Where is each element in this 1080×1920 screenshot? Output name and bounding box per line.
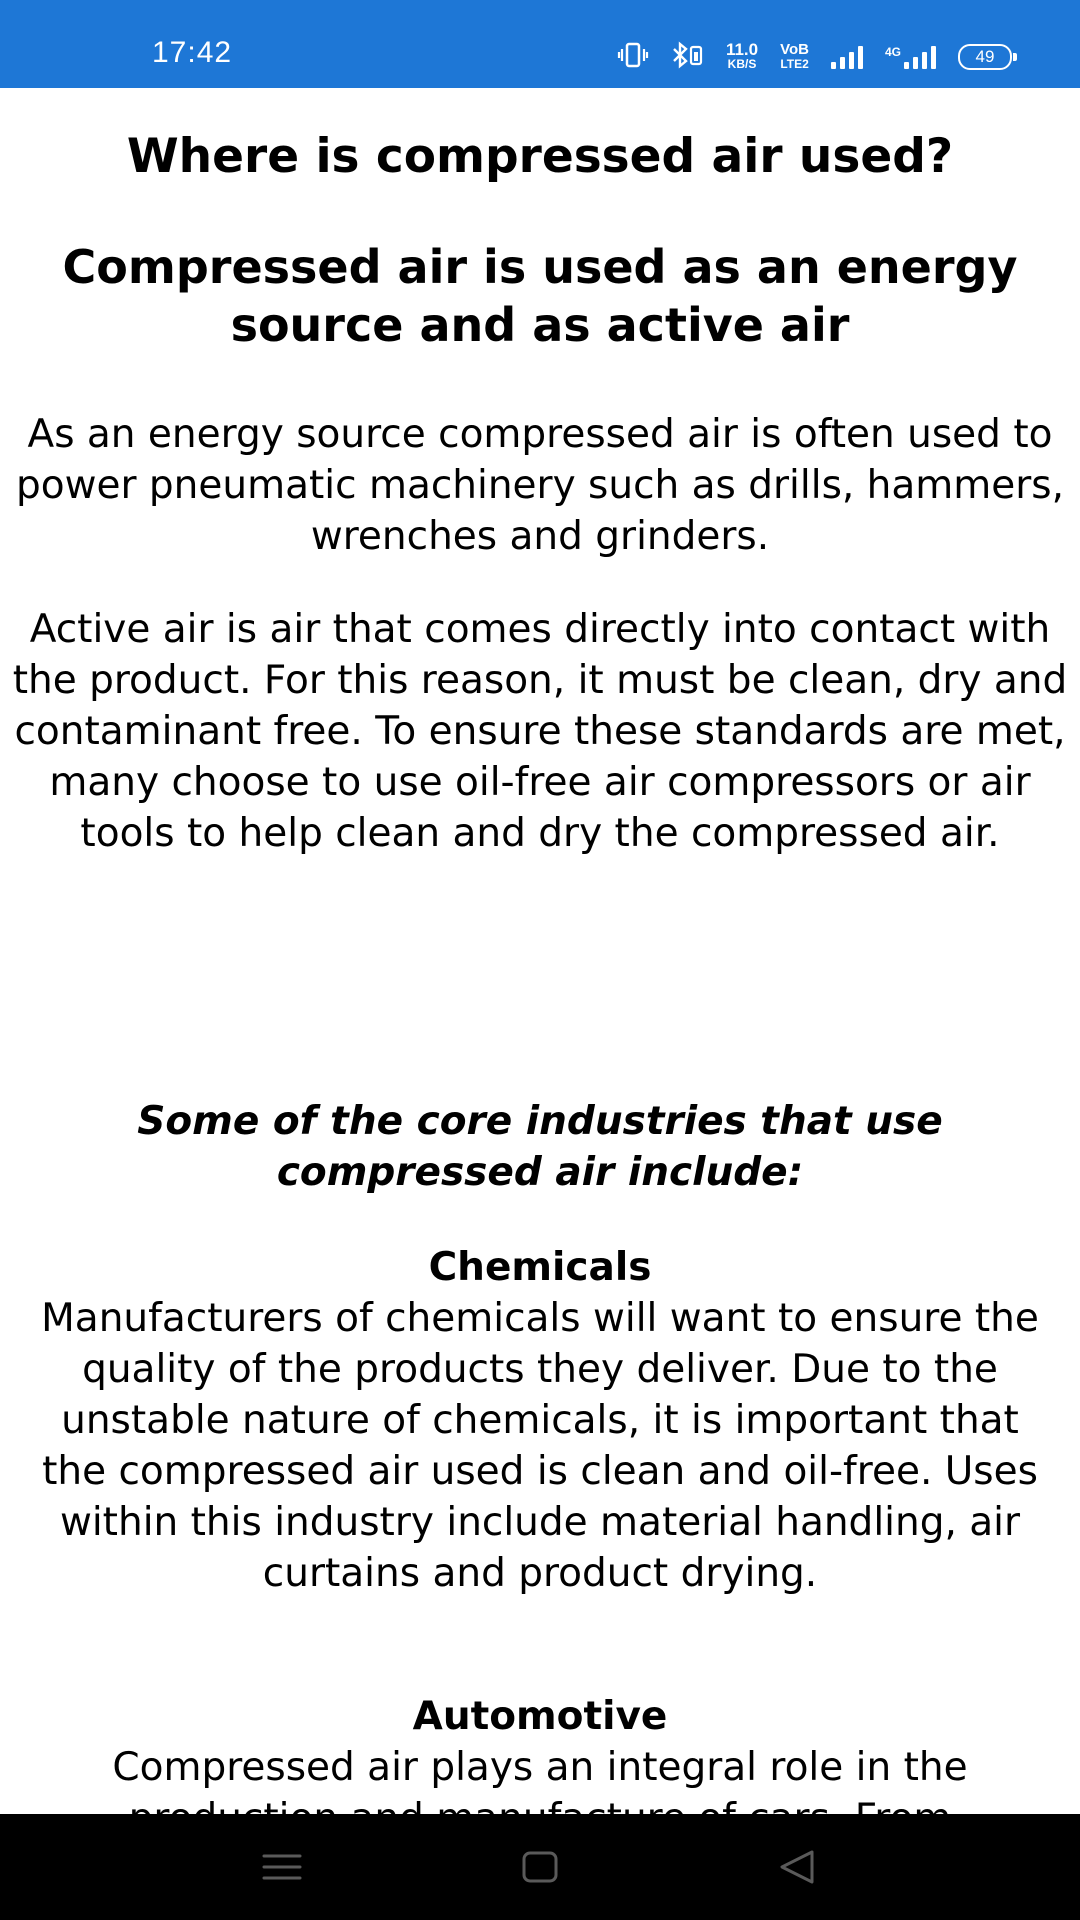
network-type: 4G	[884, 45, 901, 59]
navigation-bar	[0, 1814, 1080, 1920]
paragraph-active-air: Active air is air that comes directly into contact with the product. For this reason, it must be clean, dry and contaminant free. To ensure these standards are met, many choose to use oil-free air compressors or air tools to help clean and dry the compressed air.	[12, 607, 1068, 856]
home-icon[interactable]	[510, 1842, 570, 1892]
status-time: 17:42	[152, 36, 233, 69]
industry-text: Compressed air plays an integral role in the	[112, 1745, 968, 1790]
battery-icon: 49	[958, 44, 1012, 70]
volte-label: VoB	[780, 41, 809, 58]
back-icon[interactable]	[768, 1842, 828, 1892]
page-title: Where is compressed air used?	[126, 129, 954, 184]
industries-intro: Some of the core industries that use compressed air include:	[137, 1099, 943, 1195]
industry-text: Manufacturers of chemicals will want to ensure the quality of the products they deliver. Due to the unstable nature of chemicals, it is important that the compressed air used is clean and oil-free. Uses within this industry include material handling, air curtains and product drying.	[41, 1296, 1039, 1596]
industry-title: Chemicals	[428, 1245, 652, 1290]
volte-indicator	[780, 43, 809, 71]
bluetooth-icon	[670, 42, 704, 72]
menu-icon[interactable]	[252, 1842, 312, 1892]
vibrate-icon	[618, 42, 648, 72]
status-icons	[618, 42, 1012, 72]
article-subtitle: Compressed air is used as an energy source and as active air	[62, 240, 1018, 352]
network-speed-unit: KB/S	[727, 57, 757, 71]
industry-title: Automotive	[412, 1694, 668, 1739]
signal-icon-sim2	[885, 45, 936, 69]
network-speed-value: 11.0	[725, 40, 759, 59]
article-content[interactable]	[0, 88, 1080, 1814]
paragraph-energy-source: As an energy source compressed air is often used to power pneumatic machinery such as drills, hammers, wrenches and grinders.	[15, 412, 1065, 559]
status-bar	[0, 0, 1080, 88]
signal-icon-sim1	[831, 45, 863, 69]
volte-sim-label: LTE2	[780, 57, 809, 71]
network-speed	[725, 40, 759, 71]
